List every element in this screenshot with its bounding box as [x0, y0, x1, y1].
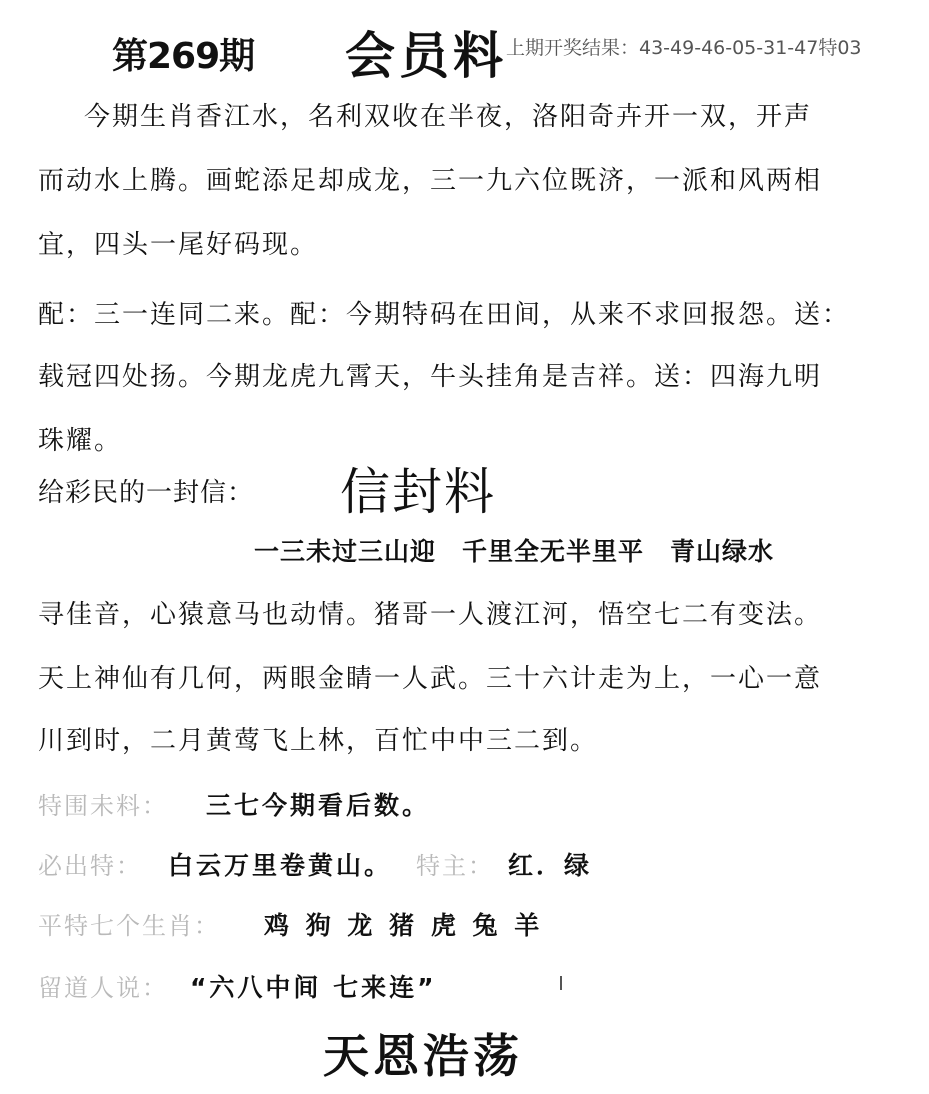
tip-extra-value-2: 红．绿 — [508, 851, 593, 880]
last-draw-result: 上期开奖结果：43-49-46-05-31-47特03 — [506, 37, 862, 59]
member-text-line-1: 今期生肖香江水，名利双收在半夜，洛阳奇卉开一双，开声 — [84, 102, 813, 132]
letter-line-1: 寻佳音，心猿意马也动情。猪哥一人渡江河，悟空七二有变法。 — [38, 600, 823, 630]
letter-line-2: 天上神仙有几何，两眼金睛一人武。三十六计走为上，一心一意 — [38, 664, 823, 694]
member-text-line-3: 宜，四头一尾好码现。 — [38, 230, 319, 260]
stray-mark — [560, 976, 562, 990]
tip-value-4: “六八中间 七来连” — [190, 973, 437, 1002]
member-text-line-2: 而动水上腾。画蛇添足却成龙，三一九六位既济，一派和风两相 — [38, 166, 823, 196]
footer-title: 天恩浩荡 — [323, 1029, 523, 1083]
tip-label-2: 必出特： — [38, 852, 142, 880]
tip-label-3: 平特七个生肖： — [38, 912, 220, 940]
tip-extra-label-2: 特主： — [416, 852, 494, 880]
member-text-line-5: 载冠四处扬。今期龙虎九霄天，牛头挂角是吉祥。送：四海九明 — [38, 362, 823, 392]
page-title: 会员料 — [345, 27, 507, 85]
letter-line-3: 川到时，二月黄莺飞上林，百忙中中三二到。 — [38, 726, 599, 756]
letter-label: 给彩民的一封信： — [38, 478, 255, 508]
tip-value-3: 鸡 狗 龙 猪 虎 兔 羊 — [264, 911, 544, 940]
member-text-line-4: 配：三一连同二来。配：今期特码在田间，从来不求回报怨。送： — [38, 300, 851, 330]
tip-label-4: 留道人说： — [38, 974, 168, 1002]
issue-number: 第269期 — [112, 36, 255, 77]
tip-value-2: 白云万里卷黄山。 — [168, 851, 393, 880]
tip-value-1: 三七今期看后数。 — [206, 791, 431, 820]
member-text-line-6: 珠耀。 — [38, 426, 123, 456]
letter-center-line: 一三未过三山迎 千里全无半里平 青山绿水 — [254, 537, 775, 566]
letter-title: 信封料 — [340, 463, 496, 521]
tip-label-1: 特围未料： — [38, 792, 168, 820]
